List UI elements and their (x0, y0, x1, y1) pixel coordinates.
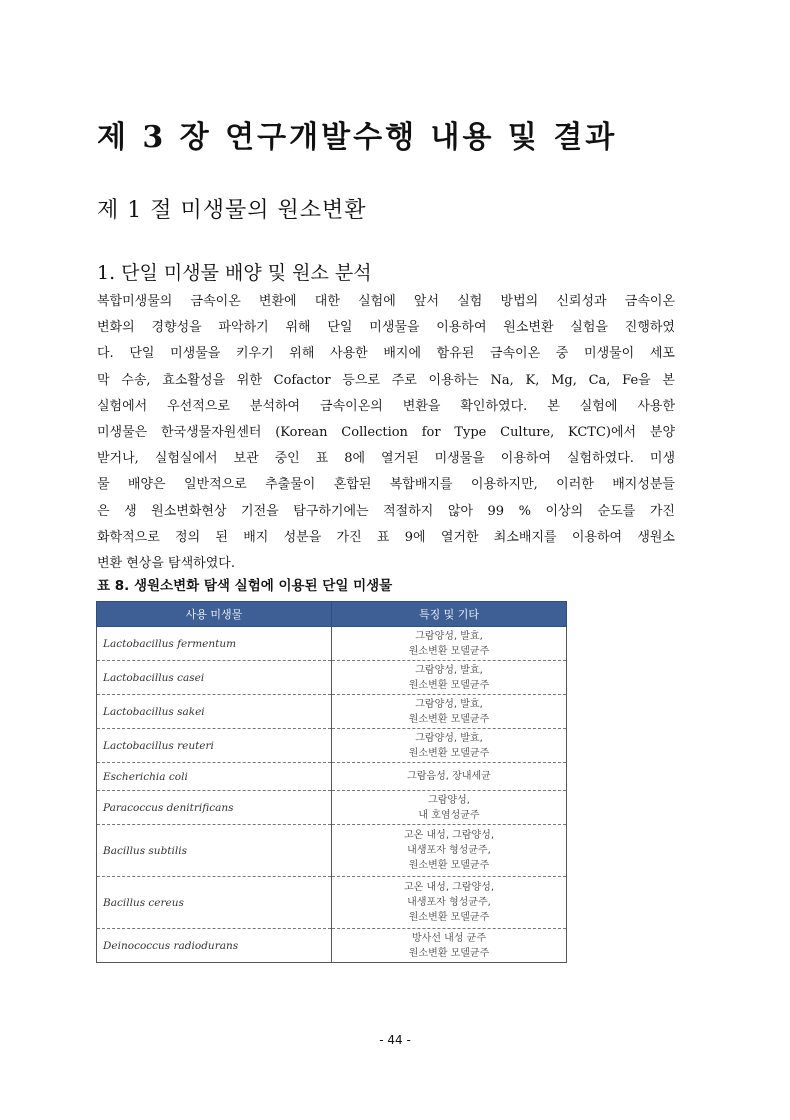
microbe-name: Paracoccus denitrificans (97, 791, 332, 825)
table-row (97, 877, 567, 929)
feature-line: 원소변환 모델균주 (408, 645, 490, 657)
header-microbe: 사용 미생물 (97, 602, 332, 627)
microbe-features (332, 729, 567, 763)
microbe-features (332, 763, 567, 791)
page-number: - 44 - (379, 1033, 411, 1047)
microbe-name: Bacillus cereus (97, 877, 332, 929)
subsection-title: 1. 단일 미생물 배양 및 원소 분석 (97, 262, 372, 284)
feature-line: 고온 내성, 그람양성, (404, 882, 494, 893)
feature-line: 그람양성, 발효, (415, 664, 483, 676)
microbe-features (332, 877, 567, 929)
table-row (97, 825, 567, 877)
paragraph-line: 복합미생물의 금속이온 변환에 대한 실험에 앞서 실험 방법의 신뢰성과 금속이온 (97, 294, 675, 309)
feature-line: 고온 내성, 그람양성, (404, 830, 494, 841)
microbe-name: Lactobacillus casei (97, 661, 332, 695)
paragraph-line: 물 배양은 일반적으로 추출물이 혼합된 복합배지를 이용하지만, 이러한 배지성분들 (97, 477, 675, 493)
feature-line: 원소변환 모델균주 (408, 713, 490, 725)
table-row (97, 763, 567, 791)
feature-line: 방사선 내성 균주 (412, 932, 486, 944)
paragraph-line: 실험에서 우선적으로 분석하여 금속이온의 변환을 확인하였다. 본 실험에 사용한 (97, 398, 675, 414)
paragraph-line: 막 수송, 효소활성을 위한 Cofactor 등으로 주로 이용하는 Na, K, Mg, Ca, Fe을 본 (97, 372, 675, 388)
feature-line: 내생포자 형성균주, (407, 897, 491, 908)
microbe-name: Lactobacillus fermentum (97, 627, 332, 661)
microbe-name: Lactobacillus reuteri (97, 729, 332, 763)
microbe-name: Bacillus subtilis (97, 825, 332, 877)
table-row (97, 729, 567, 763)
microbe-table (96, 601, 567, 963)
section-title: 제 1 절 미생물의 원소변환 (97, 198, 367, 223)
table-header-row (97, 602, 567, 627)
paragraph-line: 받거나, 실험실에서 보관 중인 표 8에 열거된 미생물을 이용하여 실험하였다. 미생 (97, 451, 675, 467)
chapter-title: 제 3 장 연구개발수행 내용 및 결과 (97, 120, 618, 155)
table-row (97, 695, 567, 729)
feature-line: 원소변환 모델균주 (408, 860, 490, 871)
microbe-features (332, 929, 567, 963)
microbe-features (332, 695, 567, 729)
microbe-features (332, 661, 567, 695)
paragraph-line: 미생물은 한국생물자원센터 (Korean Collection for Type Culture, KCTC)에서 분양 (97, 425, 675, 441)
microbe-name: Escherichia coli (97, 763, 332, 791)
feature-line: 원소변환 모델균주 (408, 947, 490, 959)
microbe-name: Lactobacillus sakei (97, 695, 332, 729)
table-row (97, 929, 567, 963)
microbe-features (332, 825, 567, 877)
feature-line: 그람양성, (428, 794, 470, 806)
paragraph-line: 다. 단일 미생물을 키우기 위해 사용한 배지에 함유된 금속이온 중 미생물이 세포 (97, 346, 675, 362)
feature-line: 내 호염성균주 (418, 809, 480, 821)
feature-line: 그람양성, 발효, (415, 732, 483, 744)
table-row (97, 627, 567, 661)
paragraph-line: 변환 현상을 탐색하였다. (97, 556, 235, 572)
table-body (97, 627, 567, 963)
microbe-name: Deinococcus radiodurans (97, 929, 332, 963)
header-features: 특징 및 기타 (332, 602, 567, 627)
body-paragraph (97, 289, 675, 577)
paragraph-line: 변화의 경향성을 파악하기 위해 단일 미생물을 이용하여 원소변환 실험을 진행하였 (97, 320, 675, 336)
feature-line: 그람양성, 발효, (415, 630, 483, 642)
microbe-features (332, 627, 567, 661)
feature-line: 그람양성, 발효, (415, 698, 483, 710)
table-row (97, 661, 567, 695)
feature-line: 원소변환 모델균주 (408, 679, 490, 691)
microbe-features (332, 791, 567, 825)
feature-line: 원소변환 모델균주 (408, 747, 490, 759)
feature-line: 내생포자 형성균주, (407, 845, 491, 856)
paragraph-line: 은 생 원소변화현상 기전을 탐구하기에는 적절하지 않아 99 % 이상의 순도를 가진 (97, 503, 675, 519)
table-caption: 표 8. 생원소변화 탐색 실험에 이용된 단일 미생물 (97, 578, 393, 594)
feature-line: 그람음성, 장내세균 (407, 771, 491, 782)
paragraph-line: 화학적으로 정의 된 배지 성분을 가진 표 9에 열거한 최소배지를 이용하여 생원소 (97, 529, 675, 545)
table-row (97, 791, 567, 825)
feature-line: 원소변환 모델균주 (408, 912, 490, 923)
